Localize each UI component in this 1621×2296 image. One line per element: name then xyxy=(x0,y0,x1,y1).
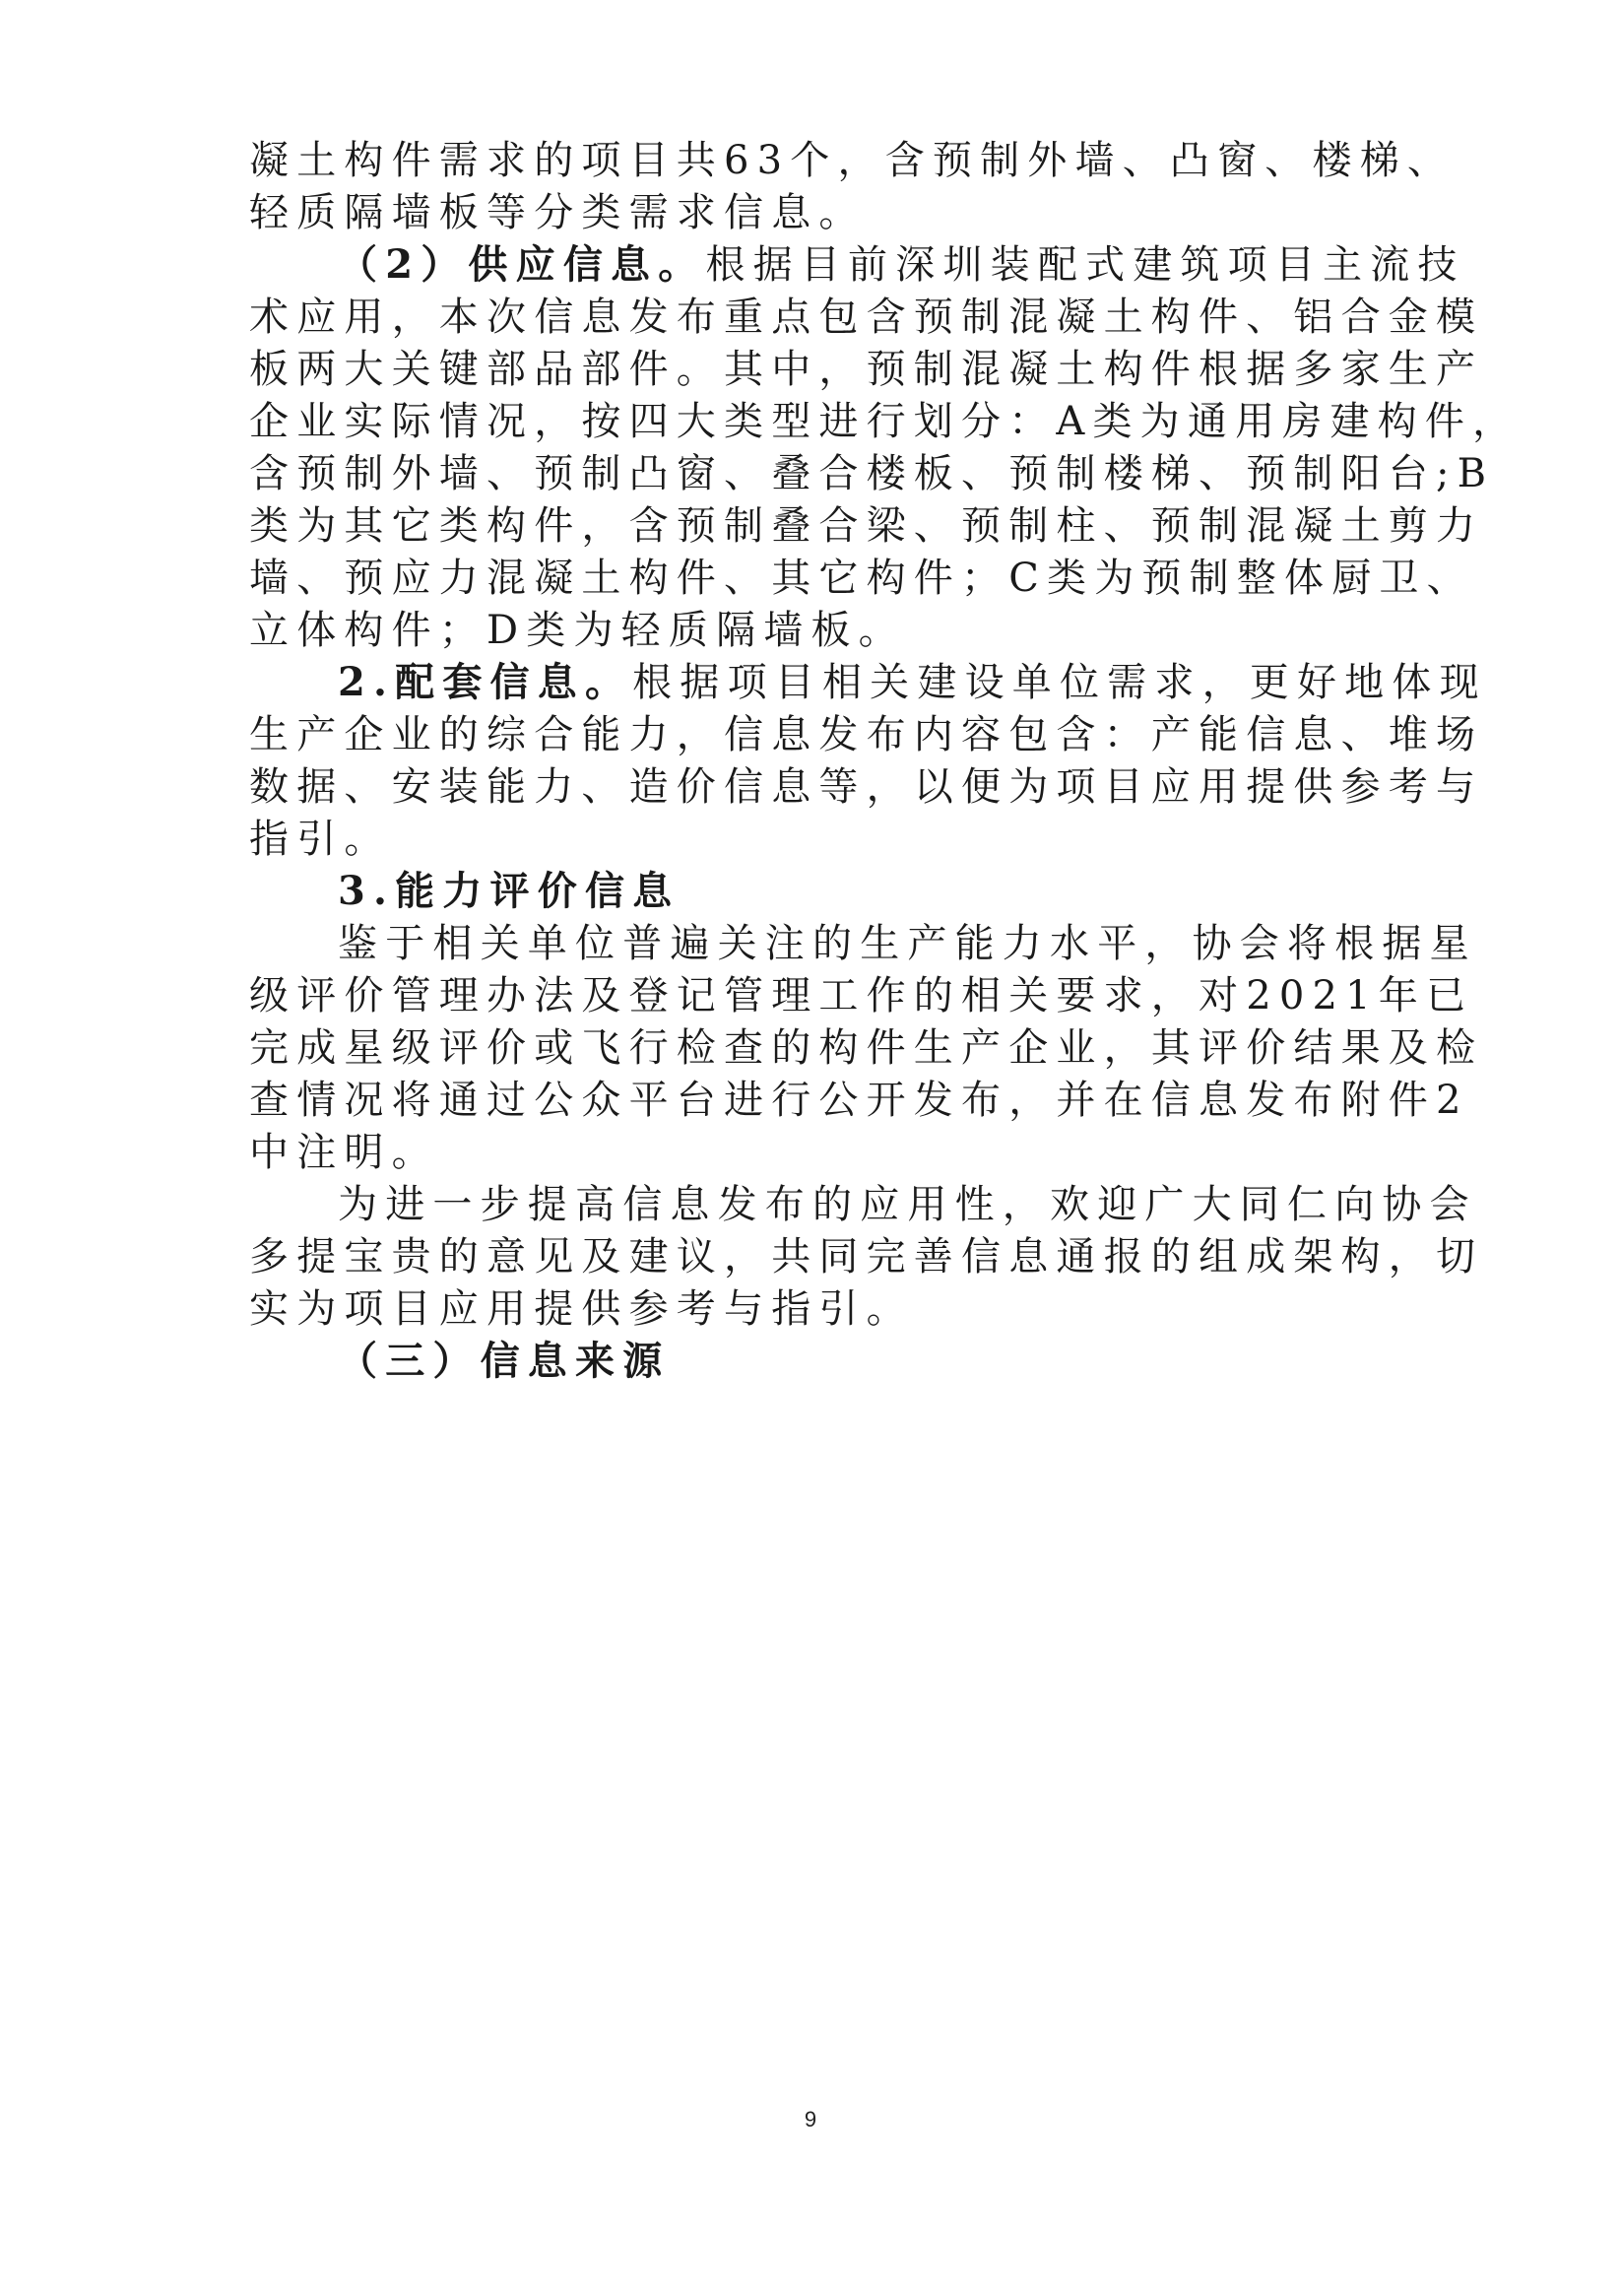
text-line: 墙、预应力混凝土构件、其它构件；C类为预制整体厨卫、 xyxy=(249,556,1474,601)
paragraph-supporting-info: 2.配套信息。根据项目相关建设单位需求，更好地体现 xyxy=(338,659,1487,705)
text-line: 凝土构件需求的项目共63个，含预制外墙、凸窗、楼梯、 xyxy=(249,138,1456,183)
text-line: 完成星级评价或飞行检查的构件生产企业，其评价结果及检 xyxy=(249,1025,1484,1071)
text-line: 指引。 xyxy=(249,817,392,862)
text-line: 查情况将通过公众平台进行公开发布，并在信息发布附件2 xyxy=(249,1078,1469,1123)
text-line: 数据、安装能力、造价信息等，以便为项目应用提供参考与 xyxy=(249,764,1484,810)
text-line: 中注明。 xyxy=(249,1130,439,1175)
paragraph-evaluation: 鉴于相关单位普遍关注的生产能力水平，协会将根据星 xyxy=(338,921,1477,966)
paragraph-feedback: 为进一步提高信息发布的应用性，欢迎广大同仁向协会 xyxy=(338,1182,1477,1227)
text-line: 企业实际情况，按四大类型进行划分：A类为通用房建构件， xyxy=(249,399,1521,444)
text-line: 轻质隔墙板等分类需求信息。 xyxy=(249,190,867,235)
section-heading-info-source: （三）信息来源 xyxy=(338,1338,671,1384)
section-heading-capability-evaluation: 3.能力评价信息 xyxy=(338,868,681,914)
text-line: 多提宝贵的意见及建议，共同完善信息通报的组成架构，切 xyxy=(249,1234,1484,1279)
paragraph-supply-info: （2）供应信息。根据目前深圳装配式建筑项目主流技 xyxy=(338,241,1465,288)
inline-heading: （2）供应信息。 xyxy=(338,241,706,288)
text-line: 级评价管理办法及登记管理工作的相关要求，对2021年已 xyxy=(249,973,1474,1018)
text-line: 实为项目应用提供参考与指引。 xyxy=(249,1286,914,1332)
page-number: 9 xyxy=(804,2107,817,2132)
text-line: 类为其它类构件，含预制叠合梁、预制柱、预制混凝土剪力 xyxy=(249,503,1484,549)
text-line: 生产企业的综合能力，信息发布内容包含：产能信息、堆场 xyxy=(249,712,1484,757)
text-line: 板两大关键部品部件。其中，预制混凝土构件根据多家生产 xyxy=(249,347,1484,392)
text-line: 术应用，本次信息发布重点包含预制混凝土构件、铝合金模 xyxy=(249,295,1484,340)
text-line: 含预制外墙、预制凸窗、叠合楼板、预制楼梯、预制阳台;B xyxy=(249,451,1495,496)
inline-heading: 2.配套信息。 xyxy=(338,659,633,705)
text-line: 立体构件；D类为轻质隔墙板。 xyxy=(249,608,906,653)
